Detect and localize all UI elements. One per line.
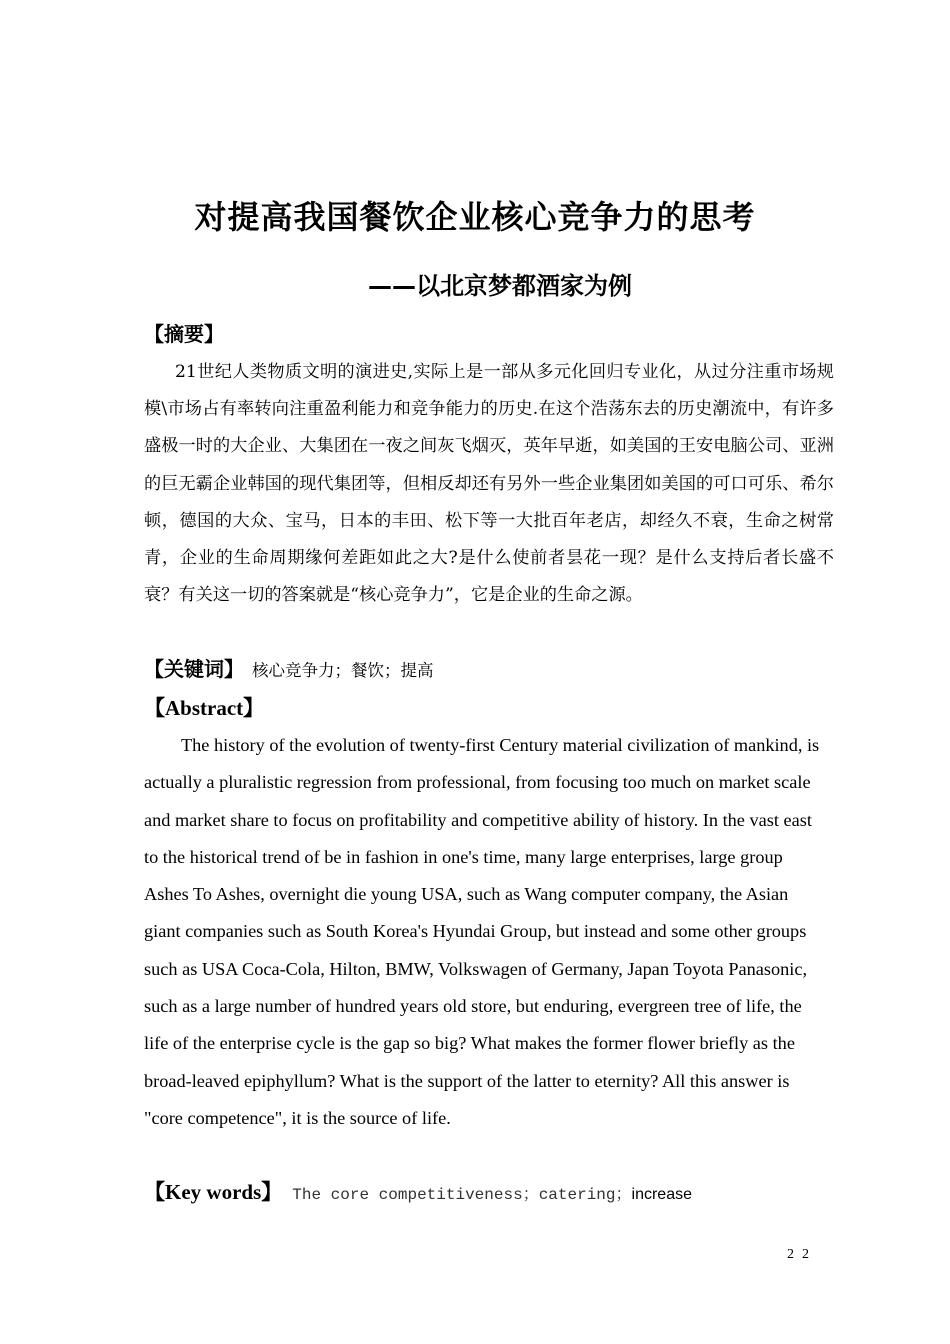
abstract-cn-label: 【摘要】 <box>144 322 224 346</box>
keywords-cn-value: 核心竞争力；餐饮；提高 <box>252 661 434 680</box>
abstract-cn-body: 21世纪人类物质文明的演进史,实际上是一部从多元化回归专业化，从过分注重市场规模\市场占有率转向注重盈利能力和竞争能力的历史.在这个浩荡东去的历史潮流中，有许多盛极一时的大企业、大集团在一夜之间灰飞烟灭，英年早逝，如美国的王安电脑公司、亚洲的巨无霸企业韩国的现代集团等，但相反却还有另外一些企业集团如美国的可口可乐、希尔顿，德国的大众、宝马，日本的丰田、松下等一大批百年老店，却经久不衰，生命之树常青，企业的生命周期缘何差距如此之大?是什么使前者昙花一现？是什么支持后者长盛不衰？有关这一切的答案就是“核心竞争力”，它是企业的生命之源。 <box>144 362 834 606</box>
keywords-cn <box>144 652 434 688</box>
keywords-en-value: The core competitiveness；catering； <box>292 1186 632 1204</box>
keywords-en-value-last: increase <box>631 1186 692 1203</box>
document-title: 对提高我国餐饮企业核心竞争力的思考 <box>194 198 756 236</box>
abstract-en-label: 【Abstract】 <box>144 696 265 720</box>
page-number: 22 <box>787 1247 817 1262</box>
document-subtitle: ——以北京梦都酒家为例 <box>368 272 632 300</box>
keywords-en-label: 【Key words】 <box>144 1180 283 1204</box>
keywords-cn-label: 【关键词】 <box>144 657 244 681</box>
keywords-en <box>144 1175 692 1212</box>
abstract-en-body: The history of the evolution of twenty-first Century material civilization of mankind, is actually a pluralistic regression from professional, from focusing too much on market scale and market share to focus on profitability and competitive ability of history. In the vast east to the historical trend of be in fashion in one's time, many large enterprises, large group Ashes To Ashes, overnight die young USA, such as Wang computer company, the Asian giant companies such as South Korea's Hyundai Group, but instead and some other groups such as USA Coca-Cola, Hilton, BMW, Volkswagen of Germany, Japan Toyota Panasonic, such as a large number of hundred years old store, but enduring, evergreen tree of life, the life of the enterprise cycle is the gap so big? What makes the former flower briefly as the broad-leaved epiphyllum? What is the support of the latter to eternity? All this answer is "core competence", it is the source of life. <box>144 735 820 1128</box>
